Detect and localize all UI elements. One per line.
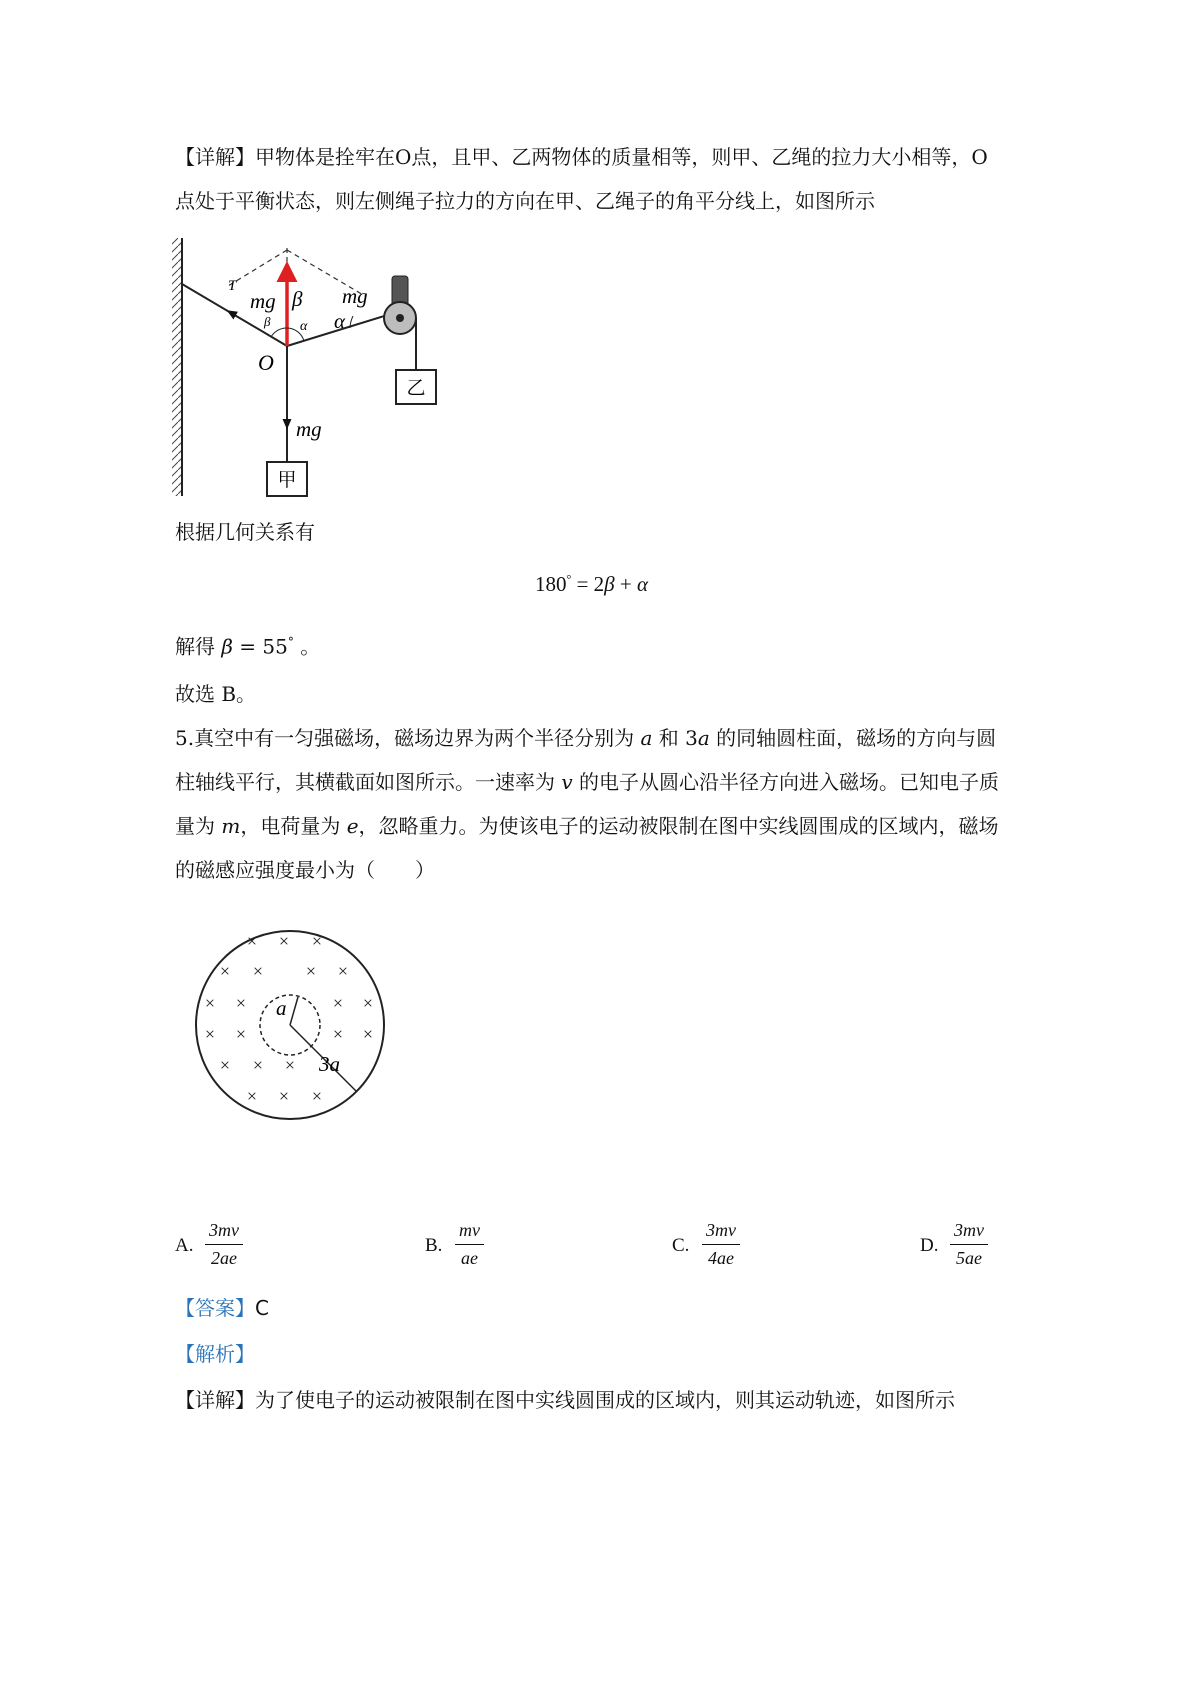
- box-jia-label: 甲: [277, 470, 297, 491]
- T-arrow: [228, 311, 287, 346]
- cross-mark: ×: [278, 931, 290, 951]
- label-3a: 3a: [319, 1052, 340, 1076]
- question-5-line-2: 柱轴线平行，其横截面如图所示。一速率为 v 的电子从圆心沿半径方向进入磁场。已知电子质: [175, 770, 1000, 794]
- option-a-fraction[interactable]: $\frac{3mv}{2ae}$: [205, 1220, 243, 1269]
- cross-mark: ×: [337, 961, 349, 981]
- geometry-text: 根据几何关系有: [175, 520, 315, 544]
- cross-mark: ×: [362, 993, 374, 1013]
- cross-mark: ×: [284, 1055, 296, 1075]
- detail-text-1: 甲物体是拴牢在O点，且甲、乙两物体的质量相等，则甲、乙绳的拉力大小相等，O: [255, 145, 988, 169]
- detail-2-line: [175, 1386, 955, 1414]
- cross-mark: ×: [219, 961, 231, 981]
- option-b-letter[interactable]: B.: [425, 1235, 443, 1256]
- option-d-letter[interactable]: D.: [920, 1235, 939, 1256]
- box-yi-label: 乙: [406, 378, 426, 399]
- label-O: O: [258, 350, 274, 375]
- label-mg-down: mg: [296, 417, 322, 441]
- option-c-letter[interactable]: C.: [672, 1235, 690, 1256]
- label-a: a: [276, 996, 287, 1020]
- cross-mark: ×: [311, 1086, 323, 1106]
- pulley-axle: [396, 314, 404, 322]
- magnetic-field-diagram: [180, 915, 400, 1135]
- question-5-line-4: 的磁感应强度最小为（ ）: [175, 858, 435, 882]
- analysis-line: [175, 1340, 255, 1368]
- radius-a: [290, 997, 298, 1025]
- field-crosses: [205, 931, 373, 1106]
- detail-2-text: 为了使电子的运动被限制在图中实线圆围成的区域内，则其运动轨迹，如图所示: [255, 1388, 955, 1412]
- solve-line: 解得 β = 55° 。: [175, 634, 321, 659]
- detail-paragraph-line-2: [175, 187, 875, 215]
- detail-tag: 【详解】: [175, 145, 255, 169]
- option-b-fraction[interactable]: $\frac{mv}{ae}$: [455, 1220, 484, 1269]
- answer-line: [175, 1294, 269, 1322]
- answer-tag: 【答案】: [175, 1296, 255, 1320]
- label-alpha-small: α: [300, 319, 308, 334]
- label-mg-left: mg: [250, 289, 276, 313]
- cross-mark: ×: [252, 961, 264, 981]
- cross-mark: ×: [311, 931, 323, 951]
- analysis-tag: 【解析】: [175, 1342, 255, 1366]
- answer-value: C: [255, 1296, 269, 1320]
- cross-mark: ×: [219, 1055, 231, 1075]
- angle-arc-beta: [271, 328, 287, 337]
- cross-mark: ×: [305, 961, 317, 981]
- label-T: T: [228, 278, 237, 294]
- question-5-line-1: 5.真空中有一匀强磁场，磁场边界为两个半径分别为 a 和 3a 的同轴圆柱面，磁场的方向与圆: [175, 726, 997, 750]
- label-alpha-right: α: [334, 309, 346, 333]
- label-beta-small: β: [264, 314, 271, 329]
- detail-text-2: 点处于平衡状态，则左侧绳子拉力的方向在甲、乙绳子的角平分线上，如图所示: [175, 189, 875, 213]
- cross-mark: ×: [246, 1086, 258, 1106]
- option-d-fraction[interactable]: $\frac{3mv}{5ae}$: [950, 1220, 988, 1269]
- cross-mark: ×: [252, 1055, 264, 1075]
- cross-mark: ×: [235, 1024, 247, 1044]
- cross-mark: ×: [278, 1086, 290, 1106]
- option-c-fraction[interactable]: $\frac{3mv}{4ae}$: [702, 1220, 740, 1269]
- question-5-line-3: 量为 m，电荷量为 e，忽略重力。为使该电子的运动被限制在图中实线圆围成的区域内，磁场: [175, 814, 999, 838]
- dashed-edge: [228, 250, 287, 286]
- wall-hatch: [172, 238, 182, 496]
- cross-mark: ×: [362, 1024, 374, 1044]
- cross-mark: ×: [332, 1024, 344, 1044]
- label-beta-top: β: [292, 287, 303, 311]
- cross-mark: ×: [235, 993, 247, 1013]
- force-diagram: [170, 230, 470, 510]
- detail-paragraph-line-1: [175, 143, 988, 171]
- detail-2-tag: 【详解】: [175, 1388, 255, 1412]
- cross-mark: ×: [204, 993, 216, 1013]
- cross-mark: ×: [332, 993, 344, 1013]
- label-mg-right: mg: [342, 284, 368, 308]
- cross-mark: ×: [204, 1024, 216, 1044]
- choose-line: 故选 B。: [175, 682, 257, 706]
- cross-mark: ×: [246, 931, 258, 951]
- equation: 180° = 2β + α: [535, 572, 648, 596]
- option-a-letter[interactable]: A.: [175, 1235, 194, 1256]
